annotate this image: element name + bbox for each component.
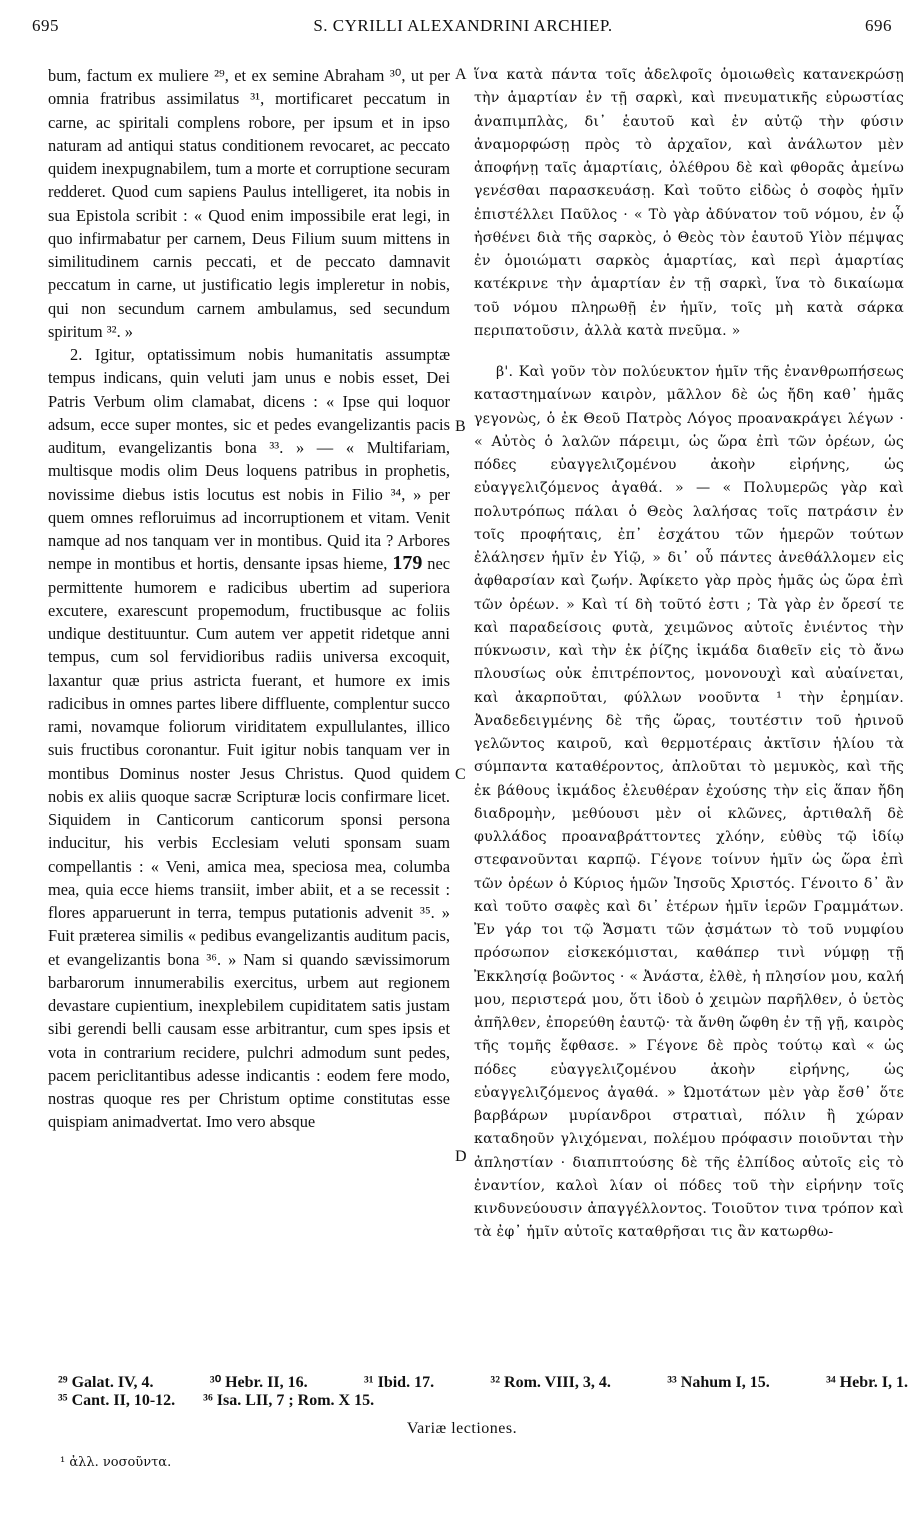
greek-paragraph-1: ἵνα κατὰ πάντα τοῖς ἀδελφοῖς ὁμοιωθεὶς κατανεκρώσῃ τὴν ἁμαρτίαν ἐν τῇ σαρκὶ, καὶ πνευματικῆς εὐρωστίας ἀναπιμπλὰς, δι᾿ ἑαυτοῦ καὶ ἐν αὐτῷ τὴν φύσιν ἀναμορφώσῃ πρὸς τὸ ἀρχαῖον, καὶ ἀνάλωτον μὲν ἀποφήνῃ ταῖς ἁμαρτίαις, ὀλέθρου δὲ καὶ φθορᾶς ἀμείνω γενέσθαι παρασκευάσῃ. Καὶ τοῦτο εἰδὼς ὁ σοφὸς ἡμῖν ἐπιστέλλει Παῦλος · « Τὸ γὰρ ἀδύνατον τοῦ νόμου, ἐν ᾧ ἠσθένει διὰ τῆς σαρκὸς, ὁ Θεὸς τὸν ἑαυτοῦ Υἱὸν πέμψας ἐν ὁμοιώματι σαρκὸς ἁμαρτίας, καὶ περὶ ἁμαρτίας κατέκρινε τὴν ἁμαρτίαν ἐν τῇ σαρκὶ, ἵνα τὸ δικαίωμα τοῦ νόμου πληρωθῇ ἐν ἡμῖν, τοῖς μὴ κατὰ σάρκα περιπατοῦσιν, ἀλλὰ κατὰ πνεῦμα. » [474, 67, 904, 339]
greek-column [474, 64, 904, 1245]
margin-marker-b: B [455, 418, 466, 435]
margin-marker-c: C [455, 766, 466, 783]
edition-page-mark: 179 [392, 552, 423, 575]
variant-reading-note: ¹ ἀλλ. νοσοῦντα. [60, 1455, 172, 1470]
page-number-left: 695 [32, 16, 59, 35]
latin-paragraph-2b: nec permittente humorem e radicibus ubertim ad superiora excutere, exarescunt propemodum, fructibusque ac foliis undique destituuntur. Cum autem ver appetit ridetque anni tempus, cum sol fervidioribus radiis universa excoquit, laxantur quæ prius astricta fuerant, et humore ex imis radicibus in omnes partes libere diffluente, complentur succo rami, novamque foliorum viriditatem expullulantes, illico suis fructibus coronantur. Fuit igitur nobis tanquam ver in montibus Dominus noster Jesus Christus. Quod quidem nobis ex aliis quoque sacræ Scripturæ locis confirmare licet. Siquidem in Canticorum canticorum sponsi persona inducitur, his verbis Ecclesiam veluti sponsam suam compellantis : « Veni, amica mea, speciosa mea, columba mea, quia ecce hiems transiit, imber abiit, et a se recessit : flores apparuerunt in terra, tempus putationis advenit ³⁵. » Fuit præterea similis « pedibus evangelizantis auditum pacis, et evangelizantis bona ³⁶. » Nam si quando sævissimorum barbarorum innumerabilis exercitus, urbem aut regionem devastare cupientium, inexplebilem cupiditatem satis justam sibi gerendi belli causam esse arbitrantur, cum spes ipsis et vota in contrarium recidere, pulchri admodum sunt pedes, pacem periclitantibus adesse indicantis : eodem fere modo, nostras quoque res per Christum optime constitutas esse quispiam animadvertat. Imo vero absque [48, 554, 450, 1132]
footnote: ³⁴ Hebr. I, 1. [826, 1374, 908, 1391]
footnote: ³³ Nahum I, 15. [667, 1374, 770, 1391]
footnote: ³⁵ Cant. II, 10-12. [58, 1392, 176, 1409]
latin-column [48, 64, 450, 1134]
footnote: ³⁰ Hebr. II, 16. [209, 1374, 308, 1391]
variae-lectiones-heading: Variæ lectiones. [406, 1420, 518, 1437]
footnotes [58, 1374, 908, 1410]
footnote: ³¹ Ibid. 17. [364, 1374, 435, 1391]
footnote-row-2 [58, 1392, 908, 1410]
latin-paragraph-2a: 2. Igitur, optatissimum nobis humanitatis assumptæ tempus indicans, quin veluti jam unus e nobis esset, Dei Patris Verbum olim clamabat, dicens : « Ipse qui loquor adsum, ecce super montes, sic et pedes evangelizantis pacis auditum, evangelizantis bona ³³. » — « Multifariam, multisque modis olim Deus loquens patribus in prophetis, novissime diebus istis locutus est nobis in Filio ³⁴, » per quem omnes refloruimus ad incorruptionem et vitam. Venit namque ad nos tanquam ver in montibus. Quid ita ? Arbores nempe in montibus et hortis, densante ipsas hieme, [48, 345, 450, 574]
margin-marker-a: A [455, 66, 467, 83]
greek-paragraph-2: β'. Καὶ γοῦν τὸν πολύευκτον ἡμῖν τῆς ἐνανθρωπήσεως καταστημαίνων καιρὸν, μᾶλλον δὲ ὡς ἤδη καθ᾿ ἡμᾶς γεγονὼς, ὁ ἐκ Θεοῦ Πατρὸς Λόγος προανακράγει λέγων · « Αὐτὸς ὁ λαλῶν πάρειμι, ὡς ὥρα ἐπὶ τῶν ὀρέων, ὡς πόδες εὐαγγελιζομένου ἀκοὴν εἰρήνης, ὡς εὐαγγελιζόμενος ἀγαθά. » — « Πολυμερῶς γὰρ καὶ πολυτρόπως πάλαι ὁ Θεὸς λαλήσας τοῖς πατράσιν ἐν τοῖς προφήταις, ἐπ᾿ ἐσχάτου τῶν ἡμερῶν τούτων ἐλάλησεν ἡμῖν ἐν Υἱῷ, » δι᾿ οὗ πάντες ἀνεθάλλομεν εἰς ἀφθαρσίαν καὶ ζωήν. Ἀφίκετο γὰρ πρὸς ἡμᾶς ὡς ὥρα ἐπὶ τῶν ὀρέων. » Καὶ τί δὴ τοῦτό ἐστι ; Τὰ γὰρ ἐν ὄρεσί τε καὶ παραδείσοις φυτὰ, χειμῶνος αὐτοῖς ἐνιέντος τὴν πύκνωσιν, καὶ τὴν ἐκ ῥίζης ἰκμάδα διαθεῖν εἰς τὸ ἄνω πλουσίως οὐκ ἐπιτρέποντος, μονονουχὶ καὶ αὐαίνεται, καὶ ἀκαρποῦται, φύλλων νοοῦντα ¹ τὴν ἐρημίαν. Ἀναδεδειγμένης δὲ τῆς ὥρας, τουτέστιν τοῦ ἠρινοῦ γελῶντος καιροῦ, καὶ θερμοτέραις ἀκτῖσιν ἡλίου τὰ σύμπαντα καταθέροντος, ἀπλοῦται τὸ μεμυκὸς, καὶ τῆς ἐκ βάθους ἰκμάδος ἐλευθέραν ἐχούσης τὴν εἰς ἅπαν ἤδη διαδρομὴν, μεθύουσι μὲν οἱ κλῶνες, ἀρτιθαλῆ δὲ φυλλάδος προαναβράττοντες χλόην, εὐθὺς τῷ ἰδίῳ στεφανοῦνται καρπῷ. Γέγονε τοίνυν ἡμῖν ὡς ὥρα ἐπὶ τῶν ὀρέων ὁ Κύριος ἡμῶν Ἰησοῦς Χριστός. Γένοιτο δ᾿ ἂν καὶ τοῦτο σαφὲς καὶ δι᾿ ἑτέρων ἡμῖν ἱερῶν Γραμμάτων. Ἐν γάρ τοι τῷ Ἄσματι τῶν ᾀσμάτων τὸ τοῦ νυμφίου πρόσωπον εἰσκεκόμισται, καθάπερ τινὶ νύμφῃ τῇ Ἐκκλησίᾳ βοῶντος · « Ἀνάστα, ἐλθὲ, ἡ πλησίον μου, καλή μου, περιστερά μου, ὅτι ἰδοὺ ὁ χειμὼν παρῆλθεν, ὁ ὑετὸς ἀπῆλθεν, ἐπορεύθη ἑαυτῷ· τὰ ἄνθη ὤφθη ἐν τῇ γῇ, καιρὸς τῆς τομῆς ἔφθασε. » Γέγονε δὲ πρὸς τούτῳ καὶ « ὡς πόδες εὐαγγελιζομένου ἀκοὴν εἰρήνης, ὡς εὐαγγελιζόμενος ἀγαθά. » Ὠμοτάτων μὲν γὰρ ἔσθ᾿ ὅτε βαρβάρων μυρίανδροι στρατιαὶ, πόλιν ἢ χώραν καταδηοῦν γλιχόμεναι, πολέμου πρόφασιν ποιοῦνται τὴν ἀπληστίαν · διαπιπτούσης δὲ τῆς ἐλπίδος αὐτοῖς εἰς τὸ ἐναντίον, καλοὶ λίαν οἱ πόδες τοῦ τὴν εἰρήνην τοῖς κινδυνεύουσιν ἀπαγγέλλοντος. Τοιοῦτον τινα τρόπον καὶ τὰ ἐφ᾿ ἡμῖν αὐτοῖς καταθρῆσαι τις ἂν κατωρθω- [474, 364, 904, 1241]
footnote: ³² Rom. VIII, 3, 4. [490, 1374, 611, 1391]
running-title: S. CYRILLI ALEXANDRINI ARCHIEP. [313, 16, 613, 35]
footnote: ³⁶ Isa. LII, 7 ; Rom. X 15. [203, 1392, 375, 1409]
footnote: ²⁹ Galat. IV, 4. [58, 1374, 154, 1391]
footnote-row-1 [58, 1374, 908, 1392]
latin-paragraph-2 [48, 343, 450, 1134]
page-header [30, 10, 896, 40]
latin-paragraph-1: bum, factum ex muliere ²⁹, et ex semine Abraham ³⁰, ut per omnia fratribus assimilatus ³¹, mortificaret peccatum in carne, ac spiritali complens robore, per ipsum et in ipso naturam ad antiqui status conditionem revocaret, ac peccato quidem inexpugnabilem, tum a morte et corruptione securam redderet. Quod cum sapiens Paulus intelligeret, ita nobis in sua Epistola scribit : « Quod enim impossibile erat legi, in quo infirmabatur per carnem, Deus Filium suum mittens in similitudinem carnis peccati, et de peccato damnavit peccatum in carne, ut justificatio legis impleretur in nobis, qui non secundum carnem ambulamus, sed secundum spiritum ³². » [48, 66, 450, 341]
page-number-right: 696 [865, 16, 892, 35]
margin-marker-d: D [455, 1148, 467, 1165]
